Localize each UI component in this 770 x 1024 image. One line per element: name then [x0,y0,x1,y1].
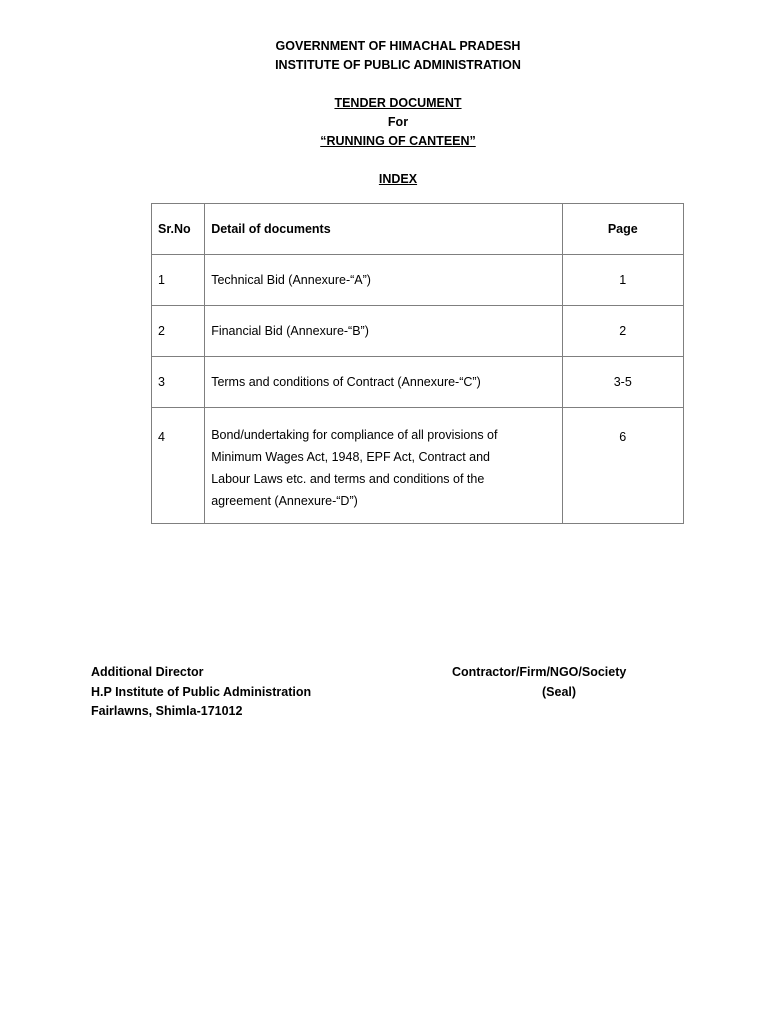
government-name: GOVERNMENT OF HIMACHAL PRADESH [275,39,521,53]
cell-sr: 3 [152,357,205,408]
cell-page: 3-5 [562,357,683,408]
cell-page: 2 [562,306,683,357]
cell-sr: 2 [152,306,205,357]
detail-line: Minimum Wages Act, 1948, EPF Act, Contract and [211,450,491,464]
document-title: TENDER DOCUMENT [334,96,462,110]
index-heading-block [0,170,770,189]
signature-block-contractor [452,663,672,702]
seal-label: (Seal) [542,684,577,699]
index-heading: INDEX [378,172,418,186]
director-org: H.P Institute of Public Administration [91,684,312,699]
table-row [152,306,684,357]
table-header-row [152,204,684,255]
cell-sr: 1 [152,255,205,306]
header-cell-sr: Sr.No [152,204,205,255]
document-subject: “RUNNING OF CANTEEN” [320,134,476,148]
cell-detail: Financial Bid (Annexure-“B”) [205,306,562,357]
detail-line: agreement (Annexure-“D”) [211,494,358,508]
detail-line: Labour Laws etc. and terms and conditions of the [211,472,485,486]
table-row [152,255,684,306]
for-label: For [387,115,409,129]
director-address: Fairlawns, Shimla-171012 [91,704,243,718]
header-cell-detail: Detail of documents [205,204,562,255]
document-title-block [0,94,770,151]
detail-line: Bond/undertaking for compliance of all provisions of [211,428,498,442]
institute-name: INSTITUTE OF PUBLIC ADMINISTRATION [275,58,521,72]
cell-page: 1 [562,255,683,306]
document-header [0,37,770,75]
cell-detail: Terms and conditions of Contract (Annexure-“C”) [205,357,562,408]
cell-page: 6 [562,408,683,524]
cell-sr: 4 [152,408,205,524]
cell-detail: Technical Bid (Annexure-“A”) [205,255,562,306]
table-row [152,357,684,408]
table-row [152,408,684,524]
director-title: Additional Director [91,665,204,679]
index-table [151,203,684,524]
signature-block-director [91,663,311,722]
contractor-title: Contractor/Firm/NGO/Society [452,665,627,679]
cell-detail [205,408,562,524]
header-cell-page: Page [562,204,683,255]
